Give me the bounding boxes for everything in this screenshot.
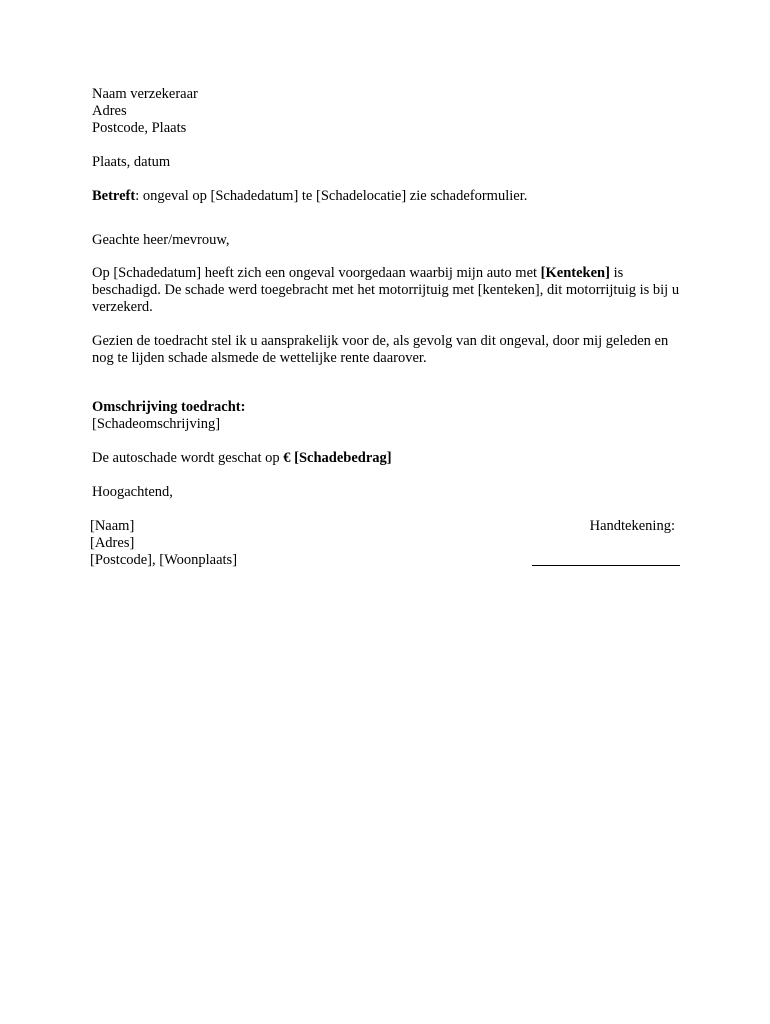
signature-label: Handtekening: bbox=[589, 518, 675, 534]
sender-block bbox=[90, 518, 237, 569]
estimate-amount: € [Schadebedrag] bbox=[283, 450, 392, 466]
paragraph-damage-part2: is beschadigd. De schade werd toegebracht met het motorrijtuig met [kenteken], dit motorrijtuig is bij u verzekerd. bbox=[92, 265, 680, 315]
paragraph-damage-part1: Op [Schadedatum] heeft zich een ongeval voorgedaan waarbij mijn auto met bbox=[92, 265, 541, 281]
recipient-name: Naam verzekeraar bbox=[92, 86, 198, 102]
sender-postal-city: [Postcode], [Woonplaats] bbox=[90, 552, 238, 568]
salutation: Geachte heer/mevrouw, bbox=[92, 232, 230, 248]
description-heading: Omschrijving toedracht: bbox=[92, 399, 246, 415]
paragraph-liability: Gezien de toedracht stel ik u aansprakelijk voor de, als gevolg van dit ongeval, door mij geleden en nog te lijden schade alsmede de wettelijke rente daarover. bbox=[92, 333, 669, 366]
estimate-text: De autoschade wordt geschat op bbox=[92, 450, 284, 466]
subject-line bbox=[92, 188, 527, 205]
recipient-postal-city: Postcode, Plaats bbox=[92, 120, 187, 136]
closing: Hoogachtend, bbox=[92, 484, 173, 500]
subject-text: : ongeval op [Schadedatum] te [Schadelocatie] zie schadeformulier. bbox=[135, 188, 528, 204]
signature-line bbox=[532, 565, 680, 566]
sender-name: [Naam] bbox=[90, 518, 135, 534]
paragraph-damage bbox=[92, 265, 682, 316]
sender-address: [Adres] bbox=[90, 535, 135, 551]
estimate-line bbox=[92, 450, 392, 467]
description-text: [Schadeomschrijving] bbox=[92, 416, 221, 432]
recipient-address: Adres bbox=[92, 103, 127, 119]
subject-label: Betreft bbox=[92, 188, 136, 204]
place-date: Plaats, datum bbox=[92, 154, 171, 170]
license-plate-placeholder: [Kenteken] bbox=[540, 265, 610, 281]
